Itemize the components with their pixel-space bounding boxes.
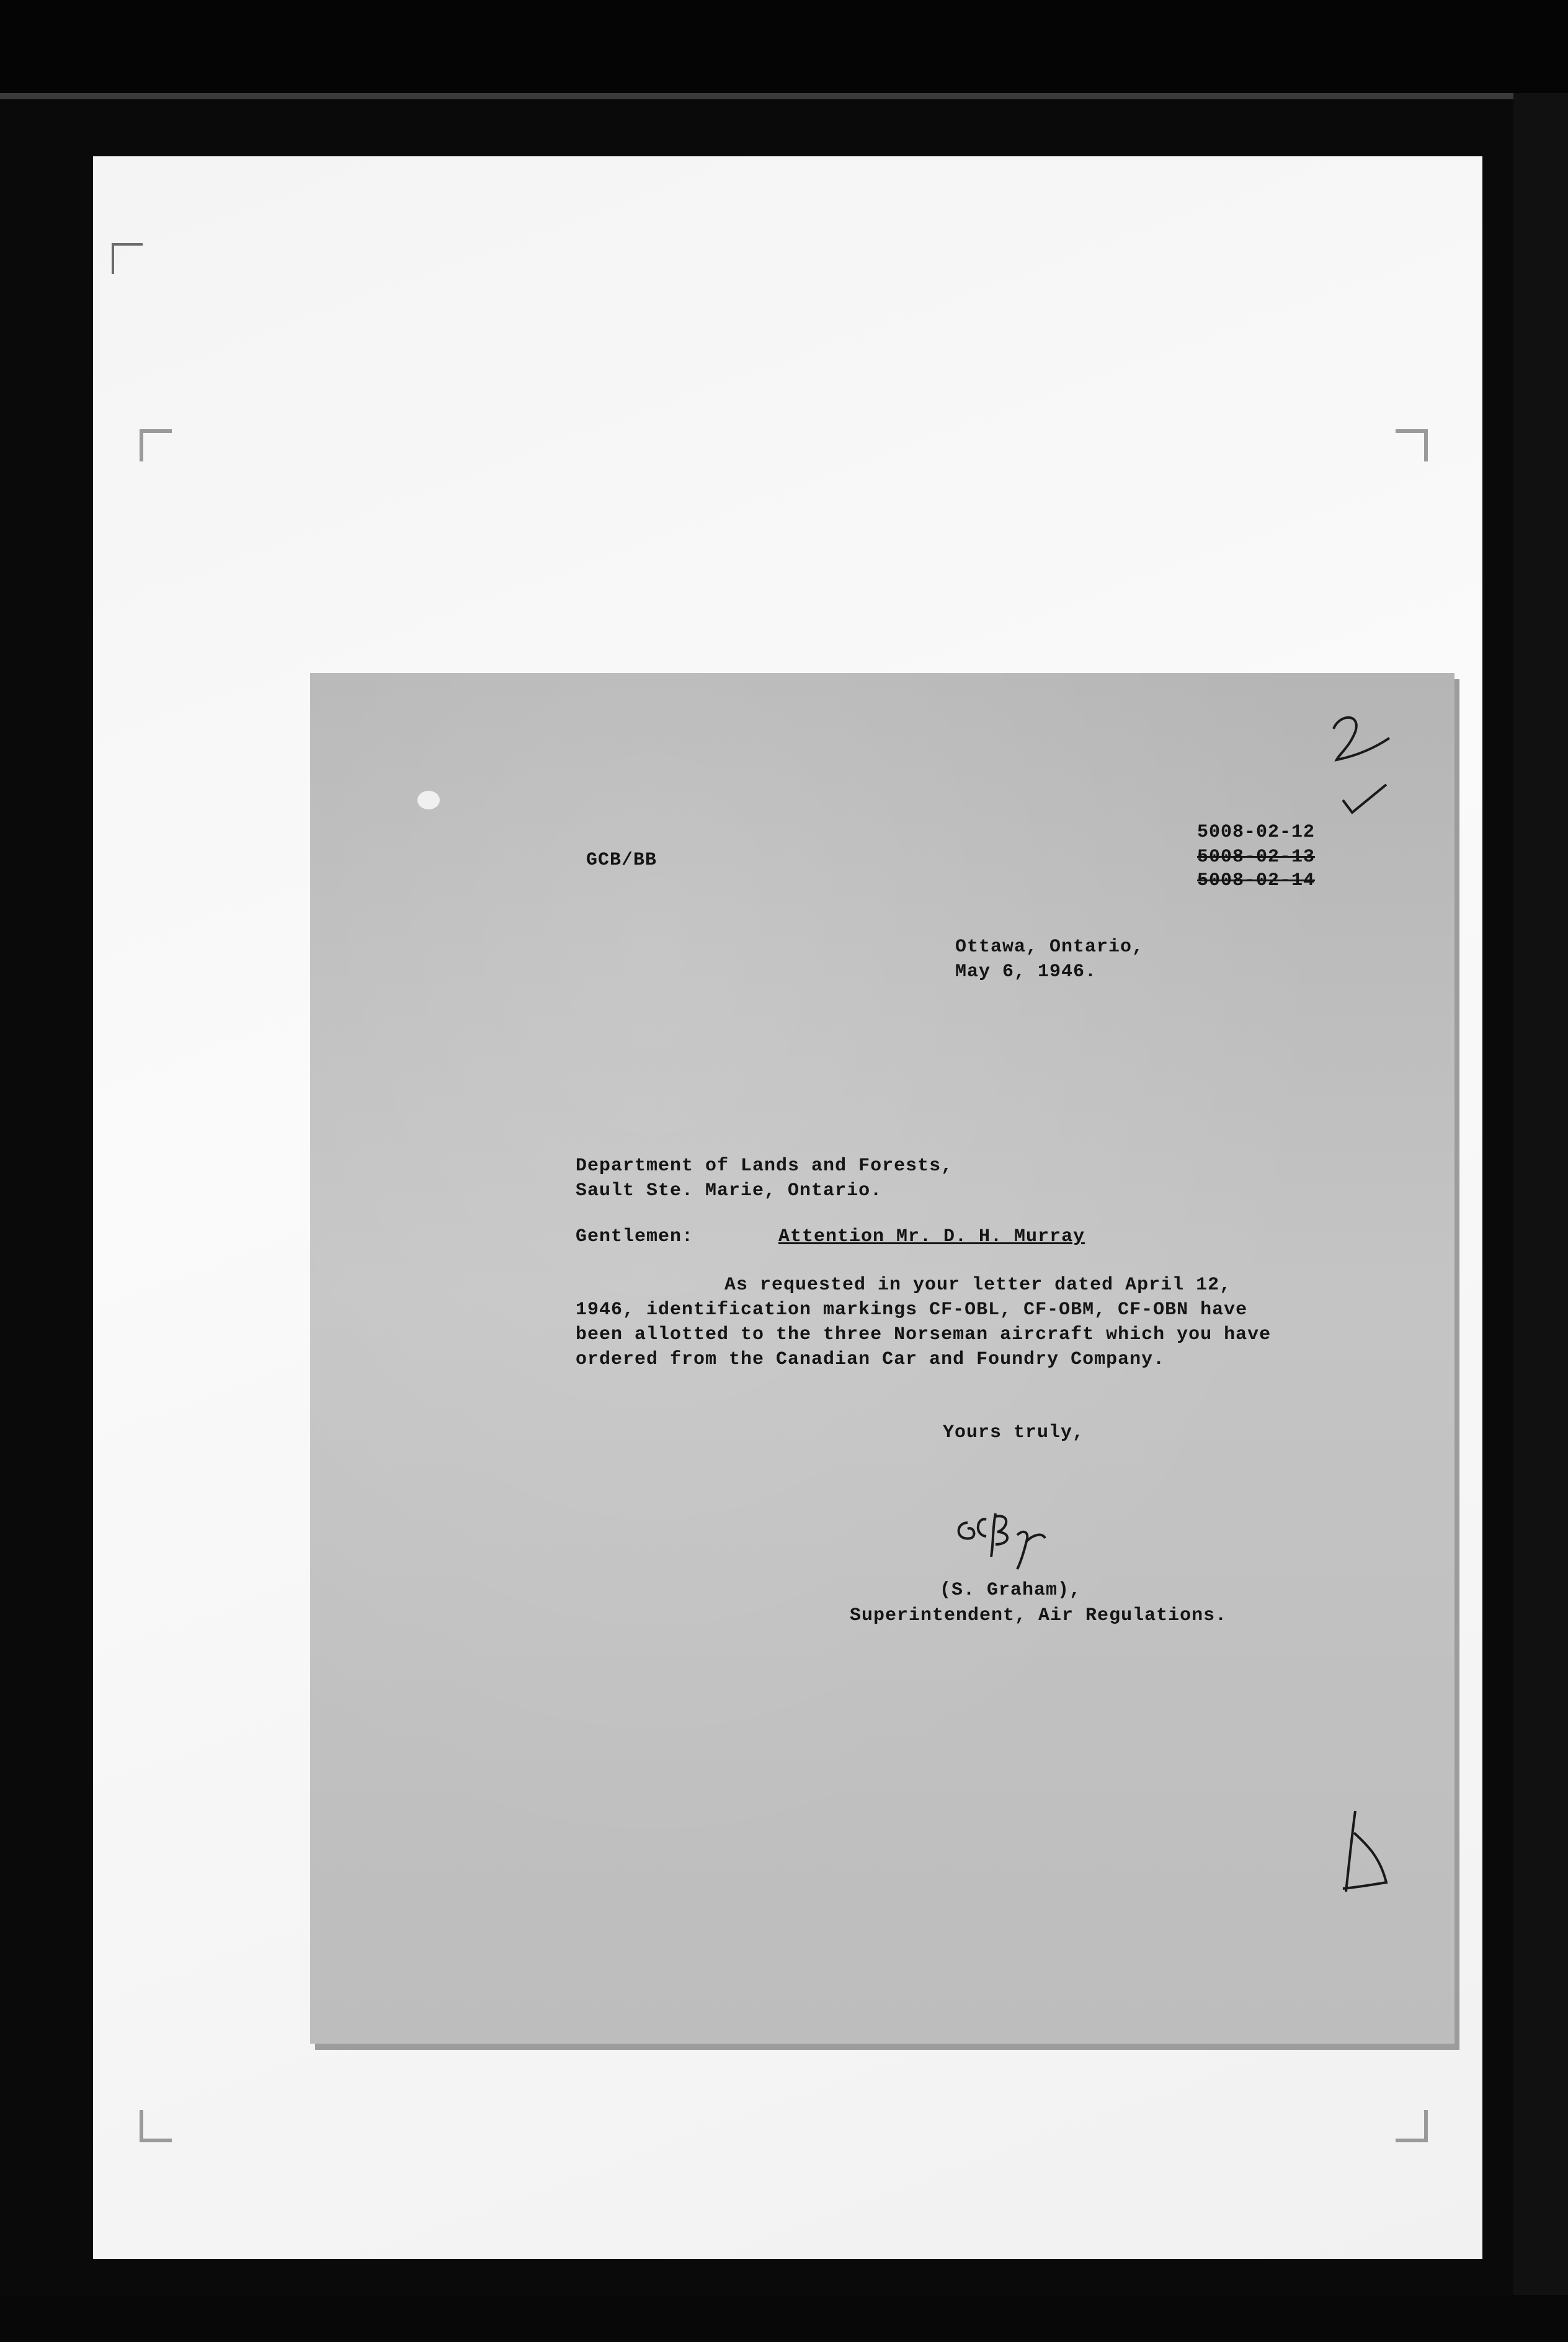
crop-mark (1396, 2110, 1428, 2142)
handwritten-mark-a (1337, 1808, 1392, 1901)
closing: Yours truly, (943, 1422, 1085, 1443)
handwritten-signature (943, 1504, 1067, 1572)
body-line: been allotted to the three Norseman aircraft which you have (576, 1324, 1272, 1345)
address-line: Department of Lands and Forests, (576, 1155, 953, 1177)
film-right-edge (1513, 93, 1568, 2342)
attention-line: Attention Mr. D. H. Murray (778, 1226, 1085, 1247)
crop-mark (140, 2110, 172, 2142)
body-line: ordered from the Canadian Car and Foundry Company. (576, 1349, 1165, 1370)
body-line: 1946, identification markings CF-OBL, CF-OBM, CF-OBN have (576, 1299, 1248, 1320)
film-top-strip (0, 0, 1568, 93)
address-line: Sault Ste. Marie, Ontario. (576, 1180, 883, 1201)
signature-title: Superintendent, Air Regulations. (850, 1605, 1227, 1626)
reference-initials: GCB/BB (586, 850, 657, 871)
file-number: 5008-02-12 (1197, 822, 1316, 843)
crop-mark (1396, 429, 1428, 461)
body-line: As requested in your letter dated April 12, (724, 1275, 1232, 1296)
letter-place: Ottawa, Ontario, (955, 937, 1144, 958)
film-bottom-strip (0, 2295, 1568, 2342)
checkmark-icon (1340, 781, 1389, 825)
handwritten-number-2 (1327, 710, 1396, 766)
file-number-struck: 5008-02-13 (1197, 847, 1316, 868)
salutation: Gentlemen: (576, 1226, 694, 1247)
signature-name: (S. Graham), (940, 1580, 1082, 1601)
crop-mark (112, 243, 143, 274)
letter-date: May 6, 1946. (955, 961, 1097, 982)
file-number-struck: 5008-02-14 (1197, 870, 1316, 891)
film-edge (0, 93, 1568, 99)
letter-page (310, 673, 1454, 2044)
punch-hole (417, 791, 440, 809)
crop-mark (140, 429, 172, 461)
